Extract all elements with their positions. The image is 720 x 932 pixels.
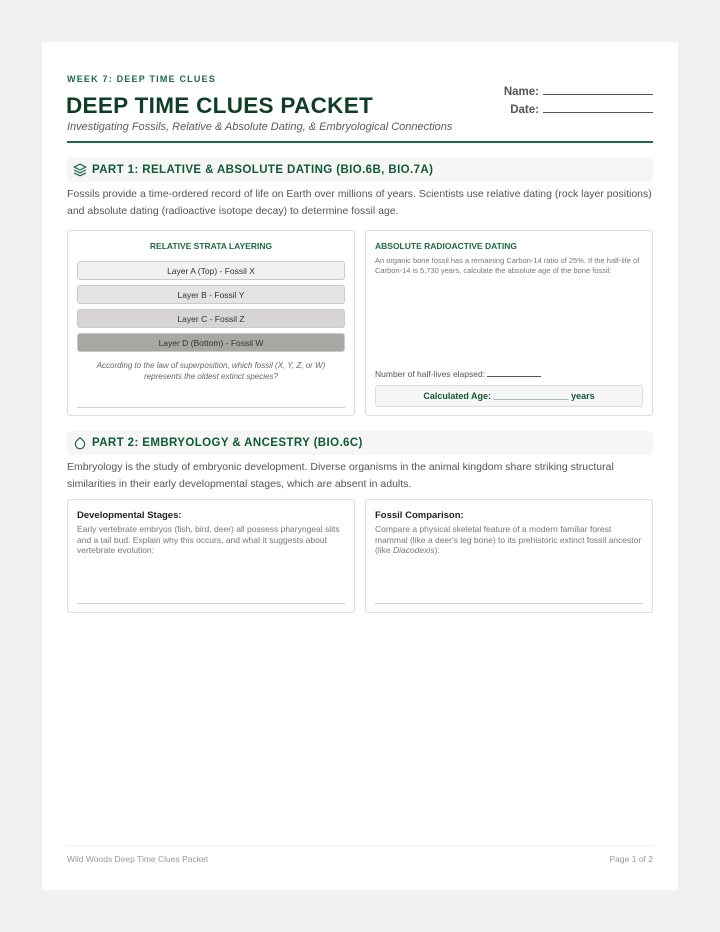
page-title: DEEP TIME CLUES PACKET: [66, 93, 374, 118]
dev-title: Developmental Stages:: [77, 510, 182, 521]
date-label: Date:: [510, 104, 539, 116]
strata-title: RELATIVE STRATA LAYERING: [149, 241, 273, 251]
halflives-row: [375, 369, 541, 379]
name-row: [504, 84, 653, 102]
layer-d: Layer D (Bottom) - Fossil W: [77, 333, 345, 352]
strata-answer-line[interactable]: [77, 407, 345, 408]
fossil-answer-line[interactable]: [375, 603, 643, 604]
date-row: [504, 102, 653, 120]
fossil-text: [375, 524, 643, 556]
fossil-comparison-box: [365, 499, 653, 613]
part1-intro: Fossils provide a time-ordered record of life on Earth over millions of years. Scientists use relative dating (rock layer positions) and absolute dating (radioactive isotope decay) to determine fossil age.: [67, 188, 652, 217]
developmental-stages-box: [67, 499, 355, 613]
page-subtitle: Investigating Fossils, Relative & Absolute Dating, & Embryological Connections: [67, 121, 453, 133]
fossil-text-italic: Diacodexis: [392, 545, 435, 555]
footer-divider: [67, 845, 653, 846]
dev-text: Early vertebrate embryos (fish, bird, deer) all possess pharyngeal slits and a tail bud. Explain why this occurs, and what it suggests about vertebrate evolution:: [77, 524, 340, 555]
date-field[interactable]: [543, 102, 653, 113]
worksheet-page: [42, 42, 678, 890]
layer-b: Layer B - Fossil Y: [77, 285, 345, 304]
part2-intro: Embryology is the study of embryonic development. Diverse organisms in the animal kingdom share striking structural similarities in their early developmental stages, which are absent in adults.: [67, 461, 614, 490]
fossil-title: Fossil Comparison:: [375, 510, 464, 521]
droplet-icon: [73, 436, 87, 450]
name-date-block: [504, 84, 653, 120]
absolute-problem: An organic bone fossil has a remaining Carbon-14 ratio of 25%. If the half-life of Carbon-14 is 5,730 years, calculate the absolute age of the bone fossil:: [375, 256, 640, 275]
layer-a: Layer A (Top) - Fossil X: [77, 261, 345, 280]
strata-box: [67, 230, 355, 416]
page-number: Page 1 of 2: [609, 854, 653, 864]
header-divider: [67, 141, 653, 143]
part1-header: [67, 158, 653, 182]
week-label: WEEK 7: DEEP TIME CLUES: [67, 74, 216, 84]
fossil-text-before: Compare a physical skeletal feature of a modern familiar forest mammal (like a deer's leg bone) to its prehistoric extinct fossil ancestor (like: [375, 524, 642, 555]
footer-title: Wild Woods Deep Time Clues Packet: [67, 854, 209, 864]
halflives-field[interactable]: [487, 369, 541, 377]
part1-heading: PART 1: RELATIVE & ABSOLUTE DATING (BIO.6B, BIO.7A): [92, 164, 434, 176]
absolute-title: ABSOLUTE RADIOACTIVE DATING: [375, 241, 517, 251]
strata-question: According to the law of superposition, which fossil (X, Y, Z, or W) represents the oldest extinct species?: [96, 361, 326, 381]
dev-answer-line[interactable]: [77, 603, 345, 604]
absolute-dating-box: [365, 230, 653, 416]
fossil-text-after: ):: [434, 545, 440, 555]
part2-heading: PART 2: EMBRYOLOGY & ANCESTRY (BIO.6C): [92, 437, 363, 449]
name-label: Name:: [503, 86, 539, 98]
calculated-age-box[interactable]: Calculated Age: _______________ years: [375, 385, 643, 407]
layers-icon: [73, 163, 87, 177]
part2-header: [67, 431, 653, 455]
halflives-label: Number of half-lives elapsed:: [375, 369, 486, 379]
layer-c: Layer C - Fossil Z: [77, 309, 345, 328]
name-field[interactable]: [543, 84, 653, 95]
